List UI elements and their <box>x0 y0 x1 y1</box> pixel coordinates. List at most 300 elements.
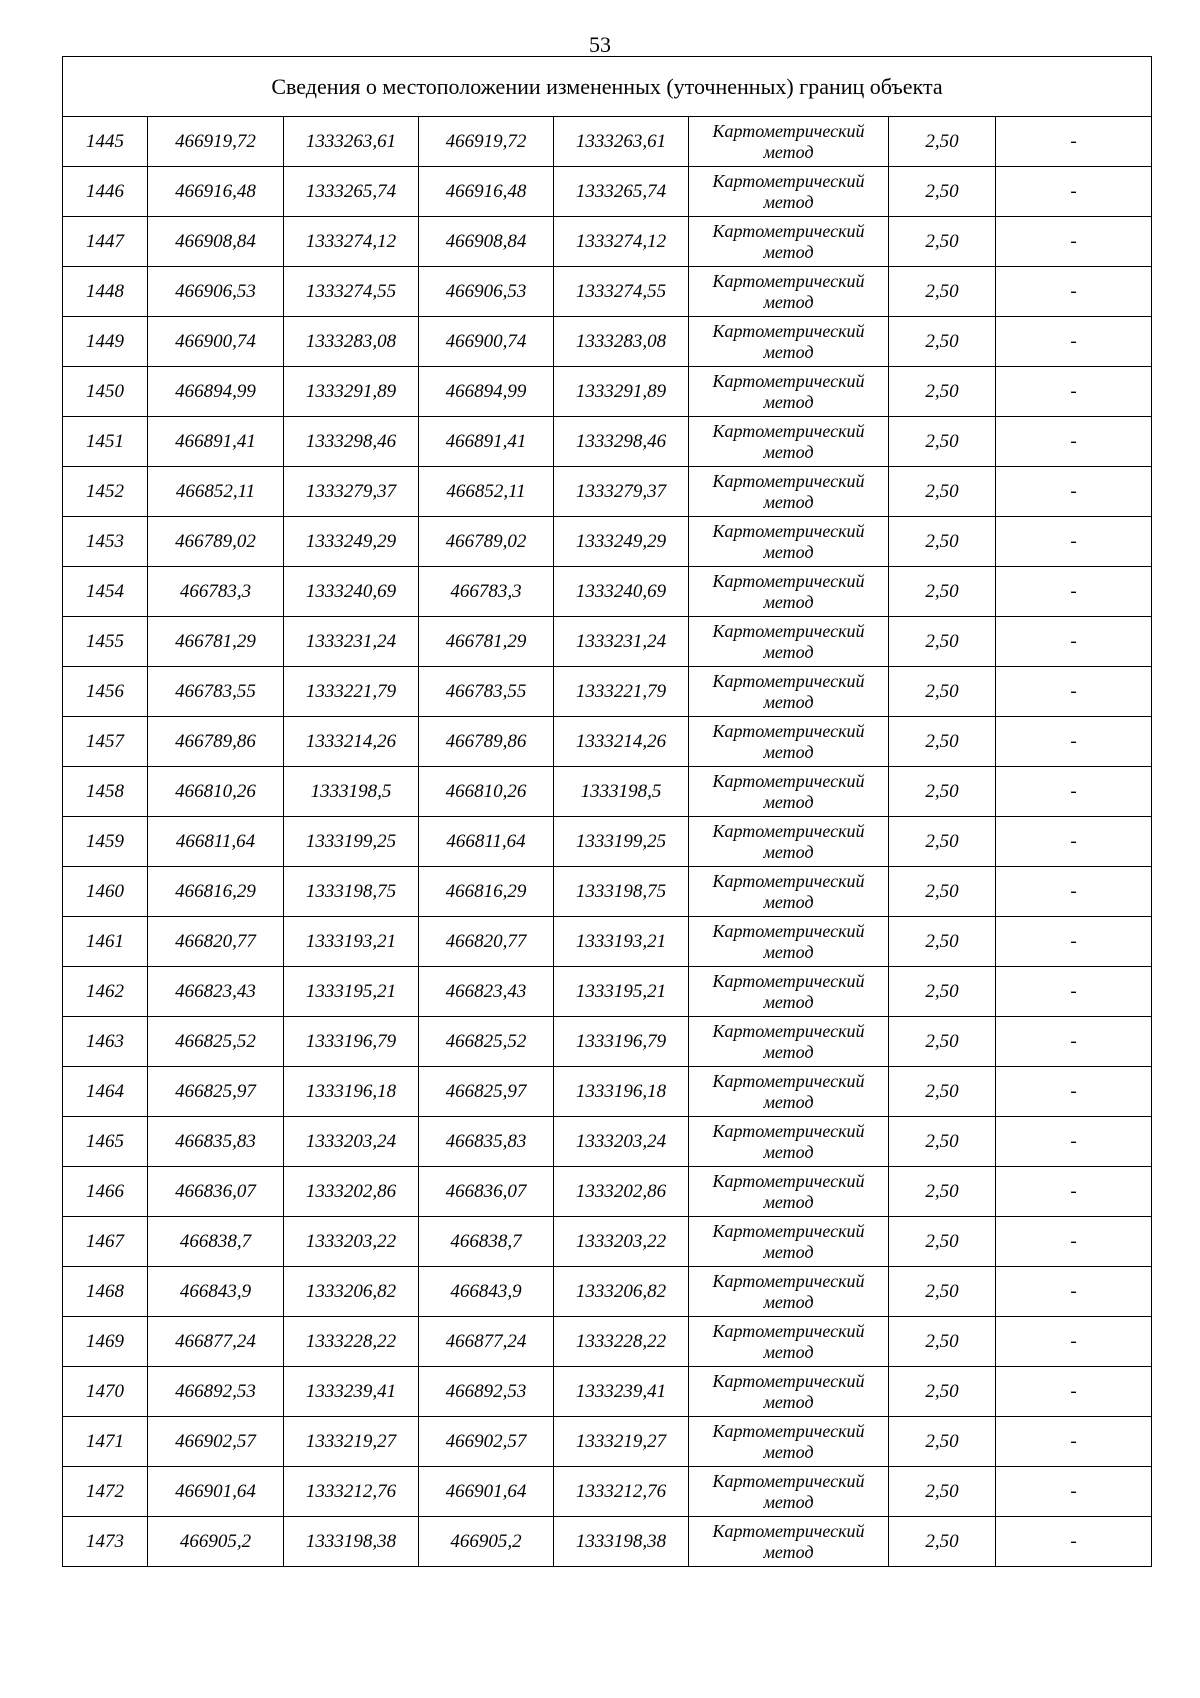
table-row <box>63 167 1152 217</box>
method-cell <box>689 1467 889 1517</box>
accuracy-cell: 2,50 <box>889 1517 996 1567</box>
note-cell: - <box>996 867 1152 917</box>
refined-y-cell: 1333198,5 <box>554 767 689 817</box>
table-row <box>63 1317 1152 1367</box>
refined-x-cell: 466820,77 <box>419 917 554 967</box>
method-cell <box>689 267 889 317</box>
method-text: метод <box>763 1441 814 1462</box>
method-text: метод <box>763 191 814 212</box>
method-text: Картометрический <box>712 1020 865 1041</box>
method-text: Картометрический <box>712 1270 865 1291</box>
refined-x-cell: 466852,11 <box>419 467 554 517</box>
existing-x-cell: 466811,64 <box>148 817 284 867</box>
refined-y-cell: 1333198,75 <box>554 867 689 917</box>
point-number-cell: 1459 <box>63 817 148 867</box>
method-cell <box>689 1167 889 1217</box>
table-body <box>63 117 1152 1567</box>
note-cell: - <box>996 1167 1152 1217</box>
existing-y-cell: 1333203,22 <box>284 1217 419 1267</box>
point-number-cell: 1447 <box>63 217 148 267</box>
existing-x-cell: 466900,74 <box>148 317 284 367</box>
note-cell: - <box>996 117 1152 167</box>
method-cell <box>689 117 889 167</box>
note-cell: - <box>996 967 1152 1017</box>
method-text: метод <box>763 891 814 912</box>
refined-y-cell: 1333279,37 <box>554 467 689 517</box>
point-number-cell: 1450 <box>63 367 148 417</box>
method-text: Картометрический <box>712 1120 865 1141</box>
note-cell: - <box>996 217 1152 267</box>
table-row <box>63 617 1152 667</box>
table-row <box>63 567 1152 617</box>
refined-y-cell: 1333249,29 <box>554 517 689 567</box>
point-number-cell: 1457 <box>63 717 148 767</box>
point-number-cell: 1469 <box>63 1317 148 1367</box>
method-text: метод <box>763 1541 814 1562</box>
existing-y-cell: 1333274,55 <box>284 267 419 317</box>
method-text: метод <box>763 291 814 312</box>
accuracy-cell: 2,50 <box>889 417 996 467</box>
existing-y-cell: 1333231,24 <box>284 617 419 667</box>
existing-y-cell: 1333202,86 <box>284 1167 419 1217</box>
accuracy-cell: 2,50 <box>889 1217 996 1267</box>
note-cell: - <box>996 1367 1152 1417</box>
method-text: Картометрический <box>712 770 865 791</box>
existing-x-cell: 466789,02 <box>148 517 284 567</box>
method-text: метод <box>763 1491 814 1512</box>
refined-y-cell: 1333219,27 <box>554 1417 689 1467</box>
method-cell <box>689 767 889 817</box>
point-number-cell: 1455 <box>63 617 148 667</box>
method-text: Картометрический <box>712 620 865 641</box>
method-cell <box>689 1317 889 1367</box>
point-number-cell: 1468 <box>63 1267 148 1317</box>
point-number-cell: 1445 <box>63 117 148 167</box>
accuracy-cell: 2,50 <box>889 867 996 917</box>
accuracy-cell: 2,50 <box>889 1017 996 1067</box>
method-cell <box>689 1067 889 1117</box>
method-text: метод <box>763 1091 814 1112</box>
method-cell <box>689 317 889 367</box>
point-number-cell: 1464 <box>63 1067 148 1117</box>
existing-y-cell: 1333298,46 <box>284 417 419 467</box>
method-text: метод <box>763 591 814 612</box>
refined-x-cell: 466816,29 <box>419 867 554 917</box>
accuracy-cell: 2,50 <box>889 1417 996 1467</box>
accuracy-cell: 2,50 <box>889 1267 996 1317</box>
method-cell <box>689 1217 889 1267</box>
refined-y-cell: 1333228,22 <box>554 1317 689 1367</box>
method-text: метод <box>763 941 814 962</box>
existing-y-cell: 1333214,26 <box>284 717 419 767</box>
table-row <box>63 217 1152 267</box>
method-cell <box>689 167 889 217</box>
note-cell: - <box>996 317 1152 367</box>
table-row <box>63 1267 1152 1317</box>
method-text: метод <box>763 491 814 512</box>
table-row <box>63 467 1152 517</box>
method-text: Картометрический <box>712 520 865 541</box>
point-number-cell: 1454 <box>63 567 148 617</box>
note-cell: - <box>996 817 1152 867</box>
method-text: Картометрический <box>712 970 865 991</box>
method-text: Картометрический <box>712 920 865 941</box>
refined-x-cell: 466838,7 <box>419 1217 554 1267</box>
existing-x-cell: 466838,7 <box>148 1217 284 1267</box>
note-cell: - <box>996 517 1152 567</box>
method-text: метод <box>763 1291 814 1312</box>
table-row <box>63 717 1152 767</box>
table-row <box>63 417 1152 467</box>
point-number-cell: 1448 <box>63 267 148 317</box>
method-text: метод <box>763 691 814 712</box>
accuracy-cell: 2,50 <box>889 367 996 417</box>
existing-x-cell: 466852,11 <box>148 467 284 517</box>
method-text: Картометрический <box>712 120 865 141</box>
table-row <box>63 117 1152 167</box>
refined-x-cell: 466783,55 <box>419 667 554 717</box>
table-row <box>63 267 1152 317</box>
boundary-coordinates-table <box>62 56 1152 1567</box>
existing-x-cell: 466891,41 <box>148 417 284 467</box>
refined-x-cell: 466919,72 <box>419 117 554 167</box>
method-text: Картометрический <box>712 1320 865 1341</box>
method-cell <box>689 817 889 867</box>
method-text: метод <box>763 791 814 812</box>
method-text: Картометрический <box>712 1370 865 1391</box>
method-cell <box>689 367 889 417</box>
refined-y-cell: 1333193,21 <box>554 917 689 967</box>
existing-y-cell: 1333291,89 <box>284 367 419 417</box>
refined-y-cell: 1333202,86 <box>554 1167 689 1217</box>
refined-x-cell: 466906,53 <box>419 267 554 317</box>
note-cell: - <box>996 717 1152 767</box>
refined-x-cell: 466789,02 <box>419 517 554 567</box>
note-cell: - <box>996 1467 1152 1517</box>
point-number-cell: 1451 <box>63 417 148 467</box>
accuracy-cell: 2,50 <box>889 717 996 767</box>
method-text: Картометрический <box>712 1070 865 1091</box>
existing-x-cell: 466816,29 <box>148 867 284 917</box>
refined-x-cell: 466908,84 <box>419 217 554 267</box>
refined-x-cell: 466783,3 <box>419 567 554 617</box>
point-number-cell: 1460 <box>63 867 148 917</box>
note-cell: - <box>996 367 1152 417</box>
existing-y-cell: 1333196,79 <box>284 1017 419 1067</box>
table-row <box>63 917 1152 967</box>
method-cell <box>689 867 889 917</box>
accuracy-cell: 2,50 <box>889 917 996 967</box>
method-cell <box>689 467 889 517</box>
refined-y-cell: 1333196,18 <box>554 1067 689 1117</box>
note-cell: - <box>996 917 1152 967</box>
existing-x-cell: 466781,29 <box>148 617 284 667</box>
method-text: метод <box>763 1391 814 1412</box>
method-text: Картометрический <box>712 870 865 891</box>
table-row <box>63 517 1152 567</box>
method-text: метод <box>763 541 814 562</box>
existing-y-cell: 1333198,75 <box>284 867 419 917</box>
existing-x-cell: 466835,83 <box>148 1117 284 1167</box>
method-cell <box>689 917 889 967</box>
accuracy-cell: 2,50 <box>889 167 996 217</box>
accuracy-cell: 2,50 <box>889 817 996 867</box>
refined-y-cell: 1333283,08 <box>554 317 689 367</box>
refined-x-cell: 466789,86 <box>419 717 554 767</box>
method-cell <box>689 617 889 667</box>
accuracy-cell: 2,50 <box>889 767 996 817</box>
refined-y-cell: 1333196,79 <box>554 1017 689 1067</box>
table-row <box>63 967 1152 1017</box>
table-row <box>63 367 1152 417</box>
existing-y-cell: 1333228,22 <box>284 1317 419 1367</box>
refined-x-cell: 466781,29 <box>419 617 554 667</box>
refined-x-cell: 466891,41 <box>419 417 554 467</box>
table-row <box>63 767 1152 817</box>
refined-y-cell: 1333195,21 <box>554 967 689 1017</box>
existing-y-cell: 1333274,12 <box>284 217 419 267</box>
method-text: Картометрический <box>712 1220 865 1241</box>
point-number-cell: 1449 <box>63 317 148 367</box>
point-number-cell: 1473 <box>63 1517 148 1567</box>
existing-y-cell: 1333198,38 <box>284 1517 419 1567</box>
accuracy-cell: 2,50 <box>889 567 996 617</box>
table-row <box>63 1067 1152 1117</box>
note-cell: - <box>996 467 1152 517</box>
table-row <box>63 1017 1152 1067</box>
accuracy-cell: 2,50 <box>889 117 996 167</box>
method-text: метод <box>763 641 814 662</box>
method-cell <box>689 217 889 267</box>
method-text: метод <box>763 341 814 362</box>
method-cell <box>689 517 889 567</box>
method-text: Картометрический <box>712 820 865 841</box>
note-cell: - <box>996 1217 1152 1267</box>
refined-y-cell: 1333206,82 <box>554 1267 689 1317</box>
point-number-cell: 1461 <box>63 917 148 967</box>
refined-x-cell: 466892,53 <box>419 1367 554 1417</box>
refined-y-cell: 1333263,61 <box>554 117 689 167</box>
refined-x-cell: 466836,07 <box>419 1167 554 1217</box>
existing-y-cell: 1333198,5 <box>284 767 419 817</box>
existing-y-cell: 1333265,74 <box>284 167 419 217</box>
note-cell: - <box>996 1117 1152 1167</box>
method-text: Картометрический <box>712 420 865 441</box>
refined-x-cell: 466902,57 <box>419 1417 554 1467</box>
point-number-cell: 1470 <box>63 1367 148 1417</box>
point-number-cell: 1453 <box>63 517 148 567</box>
accuracy-cell: 2,50 <box>889 217 996 267</box>
existing-x-cell: 466905,2 <box>148 1517 284 1567</box>
refined-y-cell: 1333291,89 <box>554 367 689 417</box>
point-number-cell: 1458 <box>63 767 148 817</box>
note-cell: - <box>996 617 1152 667</box>
method-text: Картометрический <box>712 1170 865 1191</box>
table-row <box>63 867 1152 917</box>
existing-x-cell: 466901,64 <box>148 1467 284 1517</box>
refined-y-cell: 1333231,24 <box>554 617 689 667</box>
point-number-cell: 1452 <box>63 467 148 517</box>
note-cell: - <box>996 1417 1152 1467</box>
table-row <box>63 317 1152 367</box>
existing-x-cell: 466908,84 <box>148 217 284 267</box>
note-cell: - <box>996 417 1152 467</box>
existing-y-cell: 1333263,61 <box>284 117 419 167</box>
accuracy-cell: 2,50 <box>889 667 996 717</box>
method-text: метод <box>763 841 814 862</box>
refined-x-cell: 466835,83 <box>419 1117 554 1167</box>
existing-y-cell: 1333206,82 <box>284 1267 419 1317</box>
method-text: метод <box>763 991 814 1012</box>
existing-x-cell: 466823,43 <box>148 967 284 1017</box>
method-text: Картометрический <box>712 220 865 241</box>
refined-y-cell: 1333199,25 <box>554 817 689 867</box>
existing-y-cell: 1333249,29 <box>284 517 419 567</box>
refined-y-cell: 1333203,24 <box>554 1117 689 1167</box>
refined-x-cell: 466900,74 <box>419 317 554 367</box>
method-cell <box>689 1017 889 1067</box>
method-cell <box>689 1117 889 1167</box>
refined-x-cell: 466810,26 <box>419 767 554 817</box>
existing-y-cell: 1333240,69 <box>284 567 419 617</box>
note-cell: - <box>996 1517 1152 1567</box>
existing-y-cell: 1333195,21 <box>284 967 419 1017</box>
existing-y-cell: 1333196,18 <box>284 1067 419 1117</box>
accuracy-cell: 2,50 <box>889 1467 996 1517</box>
refined-y-cell: 1333221,79 <box>554 667 689 717</box>
existing-y-cell: 1333212,76 <box>284 1467 419 1517</box>
accuracy-cell: 2,50 <box>889 1367 996 1417</box>
existing-x-cell: 466825,97 <box>148 1067 284 1117</box>
refined-y-cell: 1333265,74 <box>554 167 689 217</box>
method-text: метод <box>763 391 814 412</box>
refined-y-cell: 1333239,41 <box>554 1367 689 1417</box>
refined-y-cell: 1333212,76 <box>554 1467 689 1517</box>
point-number-cell: 1446 <box>63 167 148 217</box>
method-text: метод <box>763 241 814 262</box>
accuracy-cell: 2,50 <box>889 1317 996 1367</box>
accuracy-cell: 2,50 <box>889 467 996 517</box>
method-cell <box>689 967 889 1017</box>
note-cell: - <box>996 667 1152 717</box>
table-row <box>63 1417 1152 1467</box>
accuracy-cell: 2,50 <box>889 1117 996 1167</box>
table-row <box>63 817 1152 867</box>
existing-y-cell: 1333239,41 <box>284 1367 419 1417</box>
table-row <box>63 1517 1152 1567</box>
existing-x-cell: 466825,52 <box>148 1017 284 1067</box>
point-number-cell: 1456 <box>63 667 148 717</box>
accuracy-cell: 2,50 <box>889 267 996 317</box>
table-row <box>63 1167 1152 1217</box>
existing-x-cell: 466810,26 <box>148 767 284 817</box>
table-header-row <box>63 57 1152 117</box>
refined-y-cell: 1333298,46 <box>554 417 689 467</box>
method-text: Картометрический <box>712 470 865 491</box>
method-text: Картометрический <box>712 320 865 341</box>
accuracy-cell: 2,50 <box>889 1167 996 1217</box>
method-cell <box>689 567 889 617</box>
note-cell: - <box>996 1267 1152 1317</box>
point-number-cell: 1466 <box>63 1167 148 1217</box>
refined-x-cell: 466894,99 <box>419 367 554 417</box>
refined-x-cell: 466905,2 <box>419 1517 554 1567</box>
refined-x-cell: 466825,52 <box>419 1017 554 1067</box>
existing-y-cell: 1333199,25 <box>284 817 419 867</box>
method-text: Картометрический <box>712 570 865 591</box>
method-cell <box>689 417 889 467</box>
page-number: 53 <box>589 32 611 57</box>
existing-x-cell: 466919,72 <box>148 117 284 167</box>
refined-y-cell: 1333240,69 <box>554 567 689 617</box>
existing-x-cell: 466820,77 <box>148 917 284 967</box>
existing-x-cell: 466894,99 <box>148 367 284 417</box>
note-cell: - <box>996 1067 1152 1117</box>
method-text: Картометрический <box>712 1520 865 1541</box>
method-text: метод <box>763 741 814 762</box>
refined-y-cell: 1333203,22 <box>554 1217 689 1267</box>
existing-x-cell: 466789,86 <box>148 717 284 767</box>
point-number-cell: 1471 <box>63 1417 148 1467</box>
method-text: Картометрический <box>712 1470 865 1491</box>
method-cell <box>689 1517 889 1567</box>
table-header: Сведения о местоположении измененных (уточненных) границ объекта <box>63 57 1152 117</box>
accuracy-cell: 2,50 <box>889 517 996 567</box>
table-row <box>63 1367 1152 1417</box>
existing-x-cell: 466783,3 <box>148 567 284 617</box>
existing-y-cell: 1333283,08 <box>284 317 419 367</box>
refined-y-cell: 1333274,55 <box>554 267 689 317</box>
method-text: метод <box>763 141 814 162</box>
method-text: Картометрический <box>712 370 865 391</box>
method-text: метод <box>763 1341 814 1362</box>
existing-y-cell: 1333219,27 <box>284 1417 419 1467</box>
existing-x-cell: 466783,55 <box>148 667 284 717</box>
method-cell <box>689 1267 889 1317</box>
table-row <box>63 667 1152 717</box>
method-text: метод <box>763 1141 814 1162</box>
existing-x-cell: 466906,53 <box>148 267 284 317</box>
existing-x-cell: 466892,53 <box>148 1367 284 1417</box>
method-cell <box>689 717 889 767</box>
table-row <box>63 1467 1152 1517</box>
refined-x-cell: 466811,64 <box>419 817 554 867</box>
existing-x-cell: 466916,48 <box>148 167 284 217</box>
existing-y-cell: 1333193,21 <box>284 917 419 967</box>
accuracy-cell: 2,50 <box>889 317 996 367</box>
refined-y-cell: 1333198,38 <box>554 1517 689 1567</box>
method-cell <box>689 667 889 717</box>
existing-x-cell: 466836,07 <box>148 1167 284 1217</box>
method-text: метод <box>763 1041 814 1062</box>
point-number-cell: 1465 <box>63 1117 148 1167</box>
method-text: Картометрический <box>712 170 865 191</box>
accuracy-cell: 2,50 <box>889 967 996 1017</box>
table-row <box>63 1117 1152 1167</box>
refined-x-cell: 466843,9 <box>419 1267 554 1317</box>
method-cell <box>689 1417 889 1467</box>
accuracy-cell: 2,50 <box>889 1067 996 1117</box>
method-text: метод <box>763 441 814 462</box>
refined-x-cell: 466823,43 <box>419 967 554 1017</box>
note-cell: - <box>996 167 1152 217</box>
existing-x-cell: 466877,24 <box>148 1317 284 1367</box>
method-text: Картометрический <box>712 670 865 691</box>
note-cell: - <box>996 567 1152 617</box>
note-cell: - <box>996 1017 1152 1067</box>
point-number-cell: 1472 <box>63 1467 148 1517</box>
refined-x-cell: 466901,64 <box>419 1467 554 1517</box>
